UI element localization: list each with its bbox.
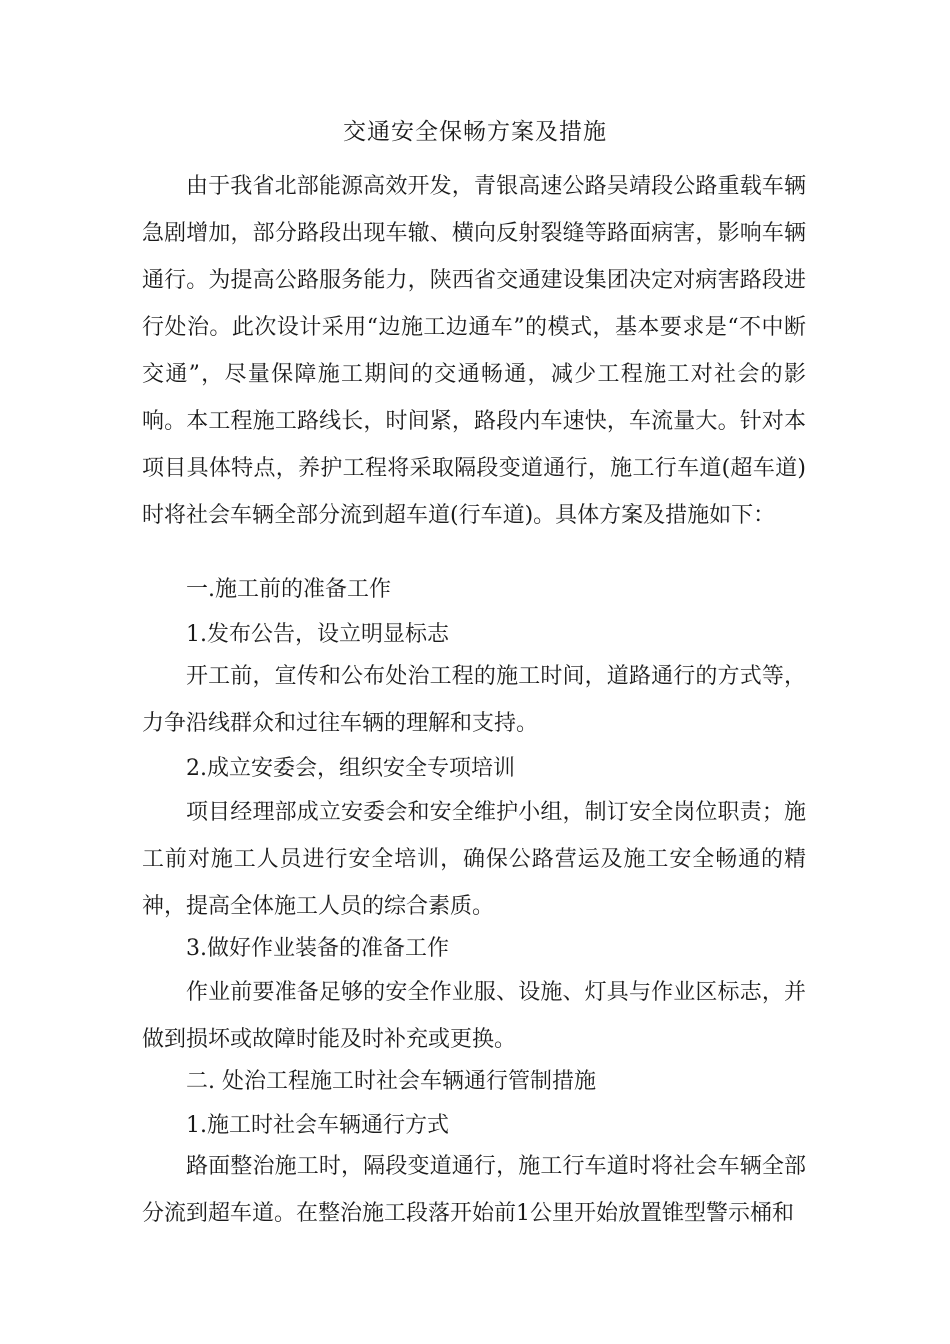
section1-item1-heading: 1.发布公告，设立明显标志 — [186, 622, 449, 647]
section2-heading: 二. 处治工程施工时社会车辆通行管制措施 — [186, 1069, 596, 1094]
section1-item3-body: 作业前要准备足够的安全作业服、设施、灯具与作业区标志，并做到损坏或故障时能及时补充或更换。 — [142, 980, 806, 1052]
section2-item1-heading: 1.施工时社会车辆通行方式 — [186, 1113, 449, 1138]
section1-heading: 一.施工前的准备工作 — [186, 577, 391, 602]
section1-item2-heading: 2.成立安委会，组织安全专项培训 — [186, 756, 515, 781]
intro-paragraph: 由于我省北部能源高效开发，青银高速公路吴靖段公路重载车辆急剧增加，部分路段出现车辙、横向反射裂缝等路面病害，影响车辆通行。为提高公路服务能力，陕西省交通建设集团决定对病害路段进行处治。此次设计采用“边施工边通车”的模式，基本要求是“不中断交通”，尽量保障施工期间的交通畅通，减少工程施工对社会的影响。本工程施工路线长，时间紧，路段内车速快，车流量大。针对本项目具体特点，养护工程将采取隔段变道通行，施工行车道(超车道)时将社会车辆全部分流到超车道(行车道)。具体方案及措施如下： — [142, 174, 806, 528]
section2-item1-body: 路面整治施工时，隔段变道通行，施工行车道时将社会车辆全部分流到超车道。在整治施工段落开始前1公里开始放置锥型警示桶和 — [142, 1154, 806, 1226]
document-title: 交通安全保畅方案及措施 — [343, 119, 607, 145]
section1-item1-body: 开工前，宣传和公布处治工程的施工时间，道路通行的方式等，力争沿线群众和过往车辆的理解和支持。 — [142, 664, 806, 736]
section1-item2-body: 项目经理部成立安委会和安全维护小组，制订安全岗位职责；施工前对施工人员进行安全培训，确保公路营运及施工安全畅通的精神，提高全体施工人员的综合素质。 — [142, 800, 806, 919]
section1-item3-heading: 3.做好作业装备的准备工作 — [186, 936, 449, 961]
